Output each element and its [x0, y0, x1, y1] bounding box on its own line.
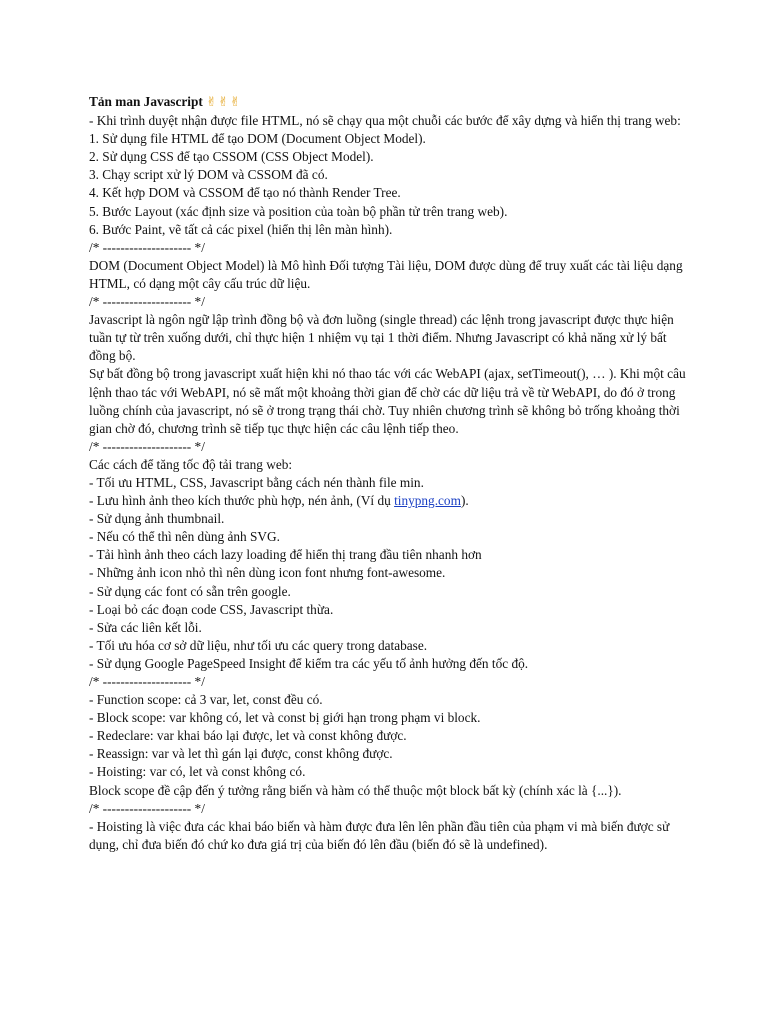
victory-hands-icon: ✌✌✌ — [206, 95, 242, 110]
document-title — [89, 93, 689, 112]
speed-heading: Các cách để tăng tốc độ tải trang web: — [89, 456, 293, 472]
speed-tip: - Sửa các liên kết lỗi. — [89, 619, 202, 635]
speed-tip: - Những ảnh icon nhỏ thì nên dùng icon font nhưng font-awesome. — [89, 565, 446, 581]
scope-item: - Block scope: var không có, let và const bị giới hạn trong phạm vi block. — [89, 710, 481, 726]
speed-tip: - Sử dụng Google PageSpeed Insight để kiểm tra các yếu tố ảnh hưởng đến tốc độ. — [89, 655, 529, 671]
comment-separator: /* -------------------- */ — [89, 239, 205, 255]
scope-item: - Reassign: var và let thì gán lại được, const không được. — [89, 746, 393, 762]
speed-tip: - Sử dụng các font có sẵn trên google. — [89, 583, 291, 599]
render-step: 2. Sử dụng CSS để tạo CSSOM (CSS Object Model). — [89, 149, 374, 165]
scope-item: - Hoisting: var có, let và const không có. — [89, 764, 306, 780]
scope-item: - Function scope: cả 3 var, let, const đều có. — [89, 692, 323, 708]
speed-tip-text-end: ). — [460, 493, 469, 509]
js-sync-paragraph: Javascript là ngôn ngữ lập trình đồng bộ và đơn luồng (single thread) các lệnh trong javascript được thực hiện tuần tự từ trên xuống dưới, chỉ thực hiện 1 nhiệm vụ tại 1 thời điểm. Nhưng Javascript có khả năng xử lý bất đồng bộ. — [89, 312, 674, 364]
speed-tip: - Tối ưu hóa cơ sở dữ liệu, như tối ưu các query trong database. — [89, 637, 428, 653]
comment-separator: /* -------------------- */ — [89, 294, 205, 310]
render-step: 3. Chạy script xử lý DOM và CSSOM đã có. — [89, 167, 328, 183]
comment-separator: /* -------------------- */ — [89, 674, 205, 689]
comment-separator: /* -------------------- */ — [89, 438, 205, 454]
block-scope-note: Block scope đề cập đến ý tưởng rằng biến và hàm có thể thuộc một block bất kỳ (chính xác là {...}). — [89, 782, 622, 798]
speed-tip-text: - Lưu hình ảnh theo kích thước phù hợp, nén ảnh, (Ví dụ — [89, 493, 395, 509]
speed-tip: - Loại bỏ các đoạn code CSS, Javascript thừa. — [89, 601, 334, 617]
document-body — [89, 93, 689, 854]
render-step: 1. Sử dụng file HTML để tạo DOM (Document Object Model). — [89, 131, 426, 147]
comment-separator: /* -------------------- */ — [89, 800, 205, 816]
speed-tip: - Tải hình ảnh theo cách lazy loading để hiển thị trang đầu tiên nhanh hơn — [89, 547, 482, 563]
document-title-text: Tản man Javascript — [89, 94, 203, 109]
speed-tip: - Nếu có thể thì nên dùng ảnh SVG. — [89, 529, 280, 545]
render-step: 5. Bước Layout (xác định size và position của toàn bộ phần tử trên trang web). — [89, 203, 508, 219]
hoisting-paragraph: - Hoisting là việc đưa các khai báo biến và hàm được đưa lên lên phần đầu tiên của phạm vi mà biến được sử dụng, chỉ đưa biến đó chứ ko đưa giá trị của biến đó lên đầu (biến đó sẽ là undefined). — [89, 818, 670, 852]
speed-tip: - Sử dụng ảnh thumbnail. — [89, 511, 225, 527]
render-step: 4. Kết hợp DOM và CSSOM để tạo nó thành Render Tree. — [89, 185, 401, 201]
scope-item: - Redeclare: var khai báo lại được, let và const không được. — [89, 728, 407, 744]
browser-render-intro: - Khi trình duyệt nhận được file HTML, nó sẽ chạy qua một chuỗi các bước để xây dựng và hiển thị trang web: — [89, 113, 681, 129]
render-step: 6. Bước Paint, vẽ tất cả các pixel (hiển thị lên màn hình). — [89, 221, 393, 237]
dom-paragraph: DOM (Document Object Model) là Mô hình Đối tượng Tài liệu, DOM được dùng để truy xuất các tài liệu dạng HTML, có dạng một cây cấu trúc dữ liệu. — [89, 257, 683, 291]
js-async-paragraph: Sự bất đồng bộ trong javascript xuất hiện khi nó thao tác với các WebAPI (ajax, setTimeout(), … ). Khi một câu lệnh thao tác với WebAPI, nó sẽ mất một khoảng thời gian để chờ các dữ liệu trả về từ WebAPI, do đó ở trong luồng chính của javascript, nó sẽ ở trong trạng thái chờ. Tuy nhiên chương trình sẽ không bỏ trống khoảng thời gian chờ đó, chương trình sẽ tiếp tục thực hiện các câu lệnh tiếp theo. — [89, 366, 686, 436]
tinypng-link[interactable]: tinypng.com — [394, 493, 461, 509]
speed-tip: - Tối ưu HTML, CSS, Javascript bằng cách nén thành file min. — [89, 474, 424, 490]
speed-tip-with-link — [89, 492, 689, 510]
